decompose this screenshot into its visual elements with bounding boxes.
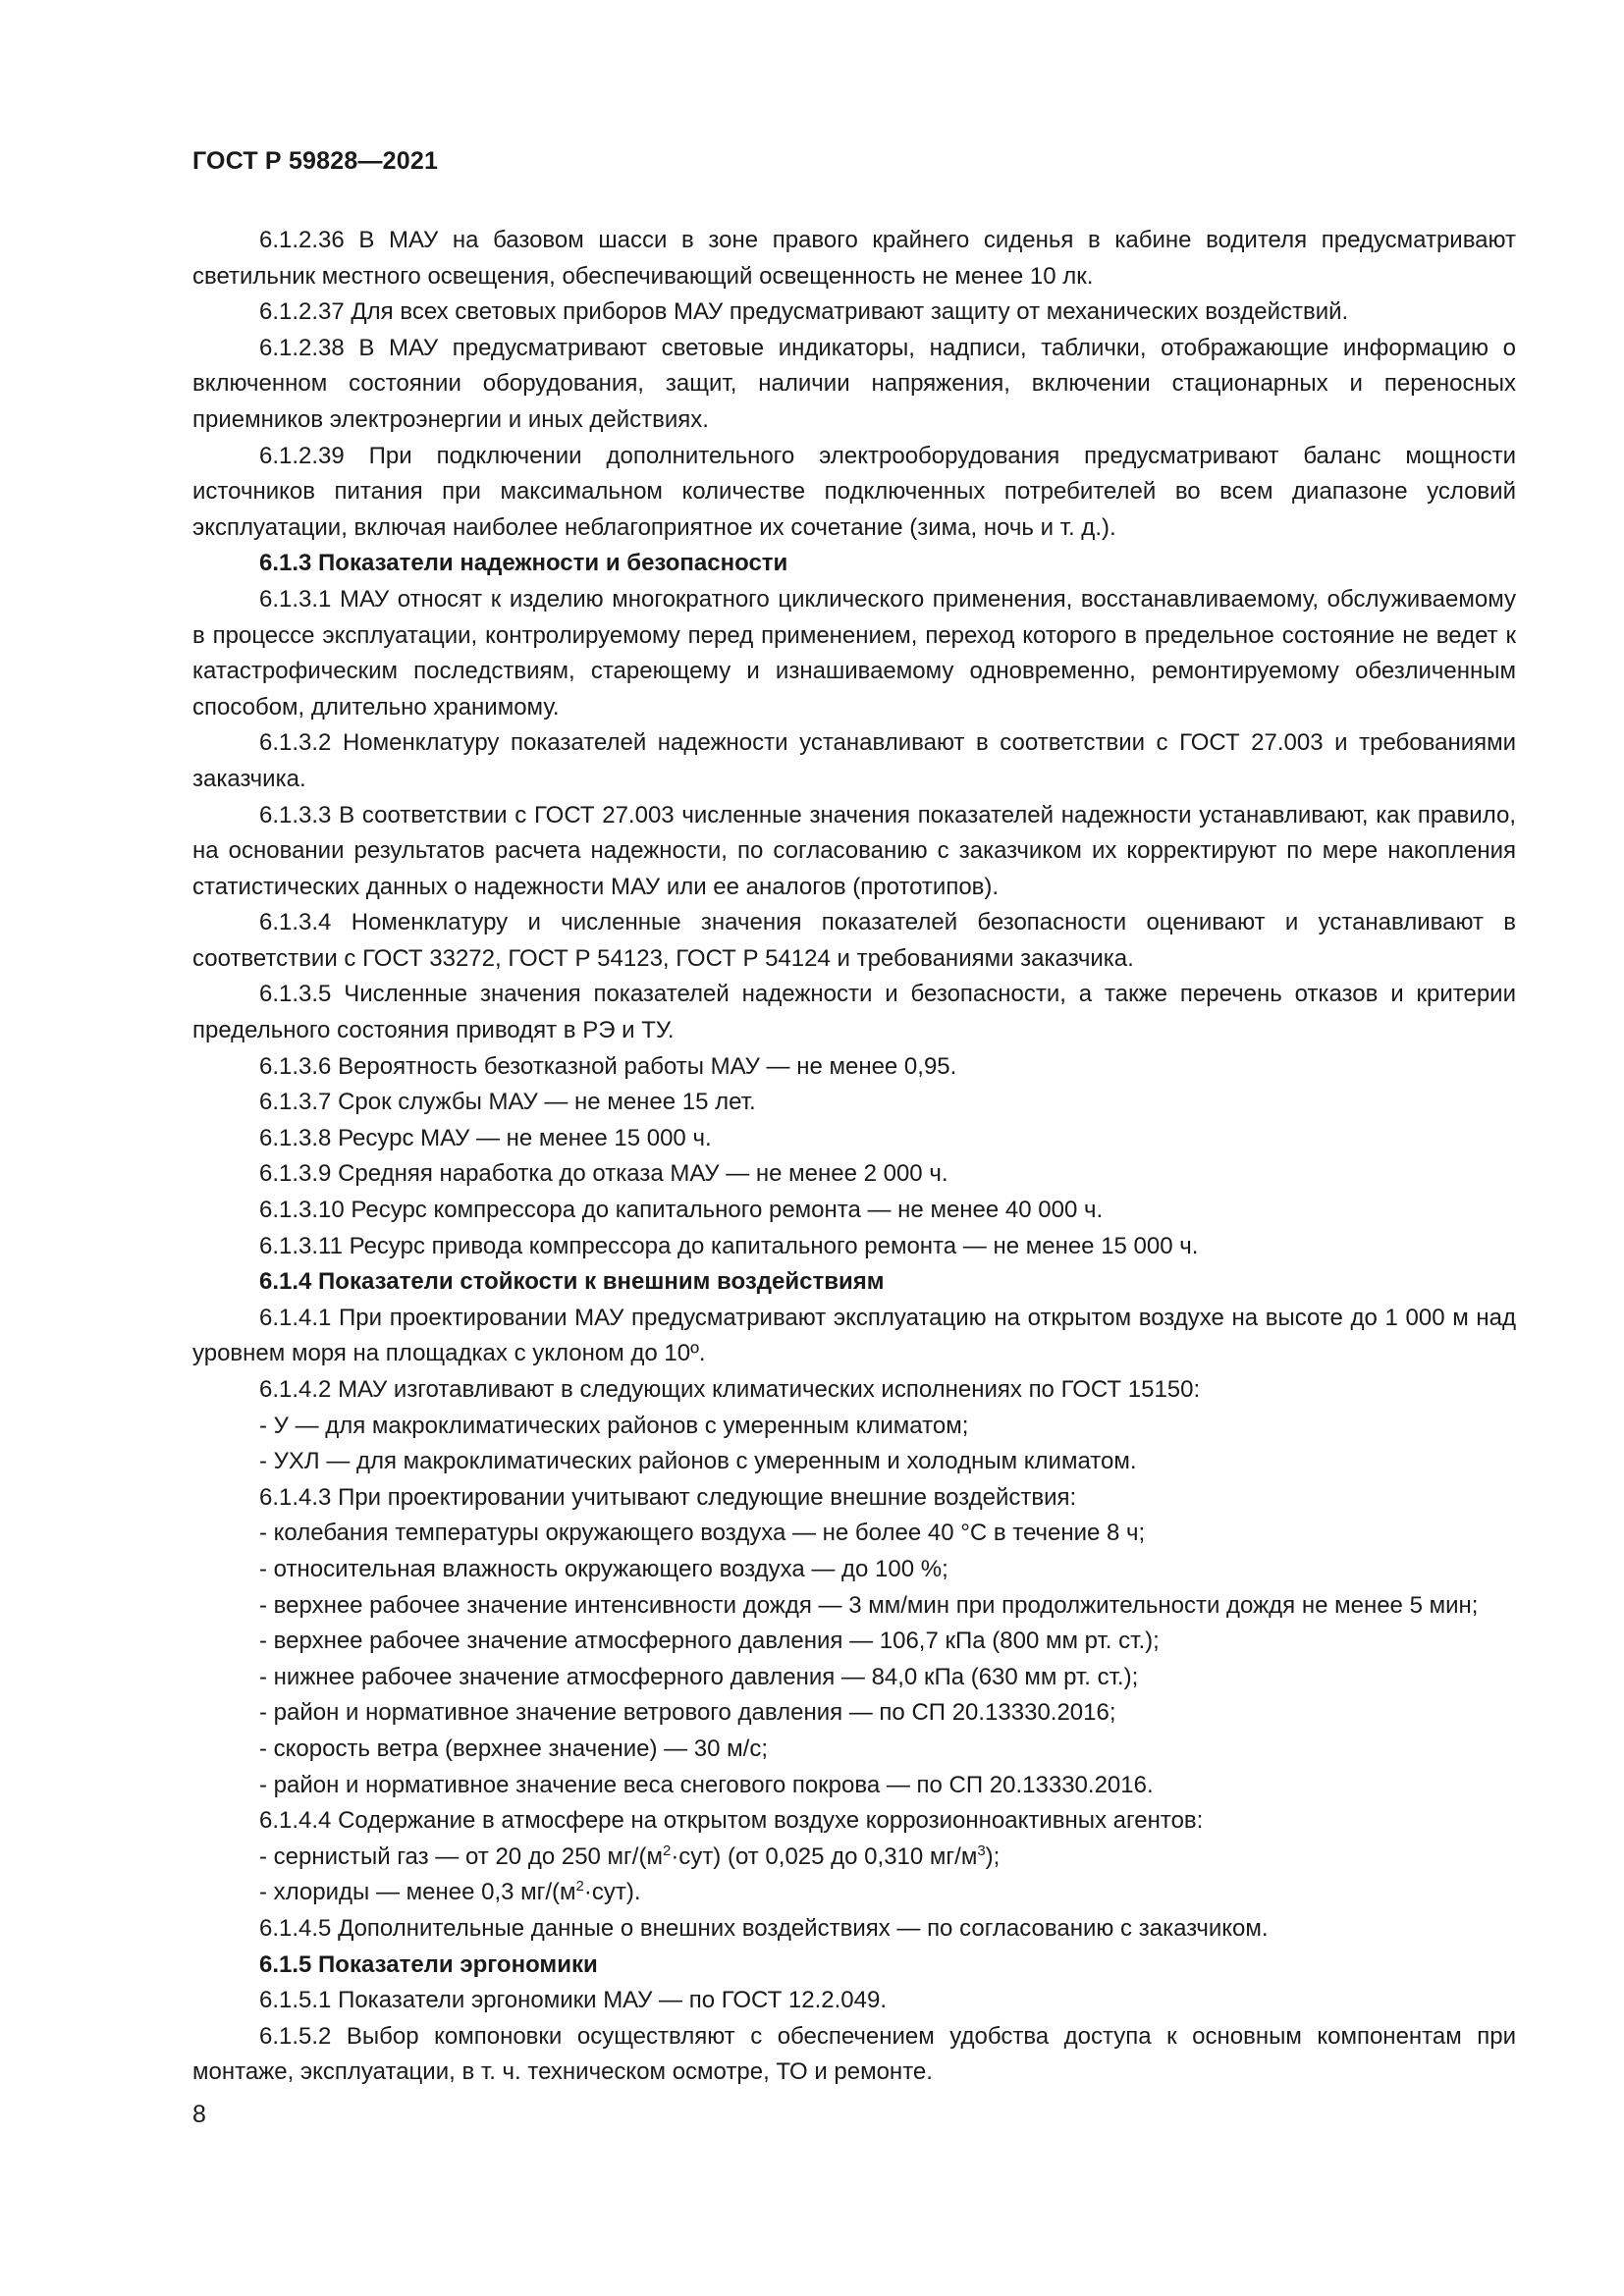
document-body — [192, 223, 1516, 2091]
list-item: - район и нормативное значение ветрового давления — по СП 20.13330.2016; — [259, 1699, 1116, 1727]
paragraph-6-1-4-2: 6.1.4.2 МАУ изготавливают в следующих климатических исполнениях по ГОСТ 15150: — [259, 1376, 1201, 1403]
list-item-sulfur-dioxide — [192, 1840, 1516, 1876]
paragraph-6-1-3-5: 6.1.3.5 Численные значения показателей надежности и безопасности, а также перечень отказов и критерии предельного состояния приводят в РЭ и ТУ. — [192, 981, 1516, 1044]
section-heading-6-1-4: 6.1.4 Показатели стойкости к внешним воздействиям — [259, 1268, 885, 1296]
list-item: - верхнее рабочее значение атмосферного давления — 106,7 кПа (800 мм рт. ст.); — [259, 1628, 1160, 1655]
paragraph-6-1-4-1: 6.1.4.1 При проектировании МАУ предусматривают эксплуатацию на открытом воздухе на высоте до 1 000 м над уровнем моря на площадках с уклоном до 10º. — [192, 1304, 1516, 1367]
text-part: ·сут). — [583, 1879, 641, 1906]
paragraph-6-1-3-4: 6.1.3.4 Номенклатуру и численные значения показателей безопасности оценивают и устанавливают в соответствии с ГОСТ 33272, ГОСТ Р 54123, ГОСТ Р 54124 и требованиями заказчика. — [192, 909, 1516, 972]
paragraph-6-1-2-36: 6.1.2.36 В МАУ на базовом шасси в зоне правого крайнего сиденья в кабине водителя предусматривают светильник местного освещения, обеспечивающий освещенность не менее 10 лк. — [192, 227, 1516, 290]
list-item: - У — для макроклиматических районов с умеренным климатом; — [259, 1412, 969, 1439]
list-item-chlorides — [192, 1875, 1516, 1911]
list-item: - верхнее рабочее значение интенсивности дождя — 3 мм/мин при продолжительности дождя не менее 5 мин; — [259, 1591, 1479, 1619]
list-item: - УХЛ — для макроклиматических районов с умеренным и холодным климатом. — [259, 1448, 1137, 1475]
paragraph-6-1-3-6: 6.1.3.6 Вероятность безотказной работы МАУ — не менее 0,95. — [259, 1052, 957, 1080]
section-heading-6-1-5: 6.1.5 Показатели эргономики — [259, 1950, 598, 1978]
paragraph-6-1-3-11: 6.1.3.11 Ресурс привода компрессора до капитального ремонта — не менее 15 000 ч. — [259, 1232, 1199, 1259]
text-part: ·сут) (от 0,025 до 0,310 мг/м — [671, 1842, 978, 1870]
page-number: 8 — [192, 2101, 206, 2128]
document-header: ГОСТ Р 59828—2021 — [192, 147, 439, 175]
paragraph-6-1-3-2: 6.1.3.2 Номенклатуру показателей надежности устанавливают в соответствии с ГОСТ 27.003 и требованиями заказчика. — [192, 729, 1516, 792]
text-part: - хлориды — менее 0,3 мг/(м — [259, 1879, 576, 1906]
list-item: - нижнее рабочее значение атмосферного давления — 84,0 кПа (630 мм рт. ст.); — [259, 1663, 1139, 1690]
paragraph-6-1-3-1: 6.1.3.1 МАУ относят к изделию многократного циклического применения, восстанавливаемому, обслуживаемому в процессе эксплуатации, контролируемому перед применением, переход которого в предельное состояние не ведет к катастрофическим последствиям, стареющему и изнашиваемому одновременно, ремонтируемому обезличенным способом, длительно хранимому. — [192, 585, 1516, 721]
paragraph-6-1-3-8: 6.1.3.8 Ресурс МАУ — не менее 15 000 ч. — [259, 1124, 712, 1151]
list-item: - колебания температуры окружающего воздуха — не более 40 °С в течение 8 ч; — [259, 1520, 1146, 1547]
paragraph-6-1-2-37: 6.1.2.37 Для всех световых приборов МАУ предусматривают защиту от механических воздействий. — [259, 298, 1349, 326]
paragraph-6-1-5-1: 6.1.5.1 Показатели эргономики МАУ — по ГОСТ 12.2.049. — [259, 1987, 887, 2014]
section-heading-6-1-3: 6.1.3 Показатели надежности и безопасности — [259, 550, 788, 577]
paragraph-6-1-5-2: 6.1.5.2 Выбор компоновки осуществляют с обеспечением удобства доступа к основным компонентам при монтаже, эксплуатации, в т. ч. техническом осмотре, ТО и ремонте. — [192, 2022, 1516, 2086]
list-item: - относительная влажность окружающего воздуха — до 100 %; — [259, 1555, 948, 1582]
text-part: - сернистый газ — от 20 до 250 мг/(м — [259, 1842, 663, 1870]
list-item: - скорость ветра (верхнее значение) — 30 м/с; — [259, 1735, 769, 1762]
paragraph-6-1-4-3: 6.1.4.3 При проектировании учитывают следующие внешние воздействия: — [259, 1483, 1077, 1511]
paragraph-6-1-4-4: 6.1.4.4 Содержание в атмосфере на открытом воздухе коррозионноактивных агентов: — [259, 1807, 1204, 1835]
paragraph-6-1-3-10: 6.1.3.10 Ресурс компрессора до капитального ремонта — не менее 40 000 ч. — [259, 1197, 1104, 1224]
paragraph-6-1-3-3: 6.1.3.3 В соответствии с ГОСТ 27.003 численные значения показателей надежности устанавливают, как правило, на основании результатов расчета надежности, по согласованию с заказчиком их корректируют по мере накопления статистических данных о надежности МАУ или ее аналогов (прототипов). — [192, 801, 1516, 900]
paragraph-6-1-3-7: 6.1.3.7 Срок службы МАУ — не менее 15 лет. — [259, 1089, 756, 1116]
superscript: 2 — [662, 1842, 672, 1859]
superscript: 2 — [575, 1878, 584, 1896]
paragraph-6-1-2-38: 6.1.2.38 В МАУ предусматривают световые индикаторы, надписи, таблички, отображающие информацию о включенном состоянии оборудования, защит, наличии напряжения, включении стационарных и переносных приемников электроэнергии и иных действиях. — [192, 334, 1516, 433]
text-part: ); — [985, 1842, 1001, 1870]
paragraph-6-1-2-39: 6.1.2.39 При подключении дополнительного электрооборудования предусматривают баланс мощности источников питания при максимальном количестве подключенных потребителей во всем диапазоне условий эксплуатации, включая наиболее неблагоприятное их сочетание (зима, ночь и т. д.). — [192, 442, 1516, 541]
paragraph-6-1-4-5: 6.1.4.5 Дополнительные данные о внешних воздействиях — по согласованию с заказчиком. — [259, 1914, 1269, 1942]
list-item: - район и нормативное значение веса снегового покрова — по СП 20.13330.2016. — [259, 1771, 1154, 1798]
superscript: 3 — [977, 1842, 986, 1859]
paragraph-6-1-3-9: 6.1.3.9 Средняя наработка до отказа МАУ — не менее 2 000 ч. — [259, 1160, 948, 1188]
